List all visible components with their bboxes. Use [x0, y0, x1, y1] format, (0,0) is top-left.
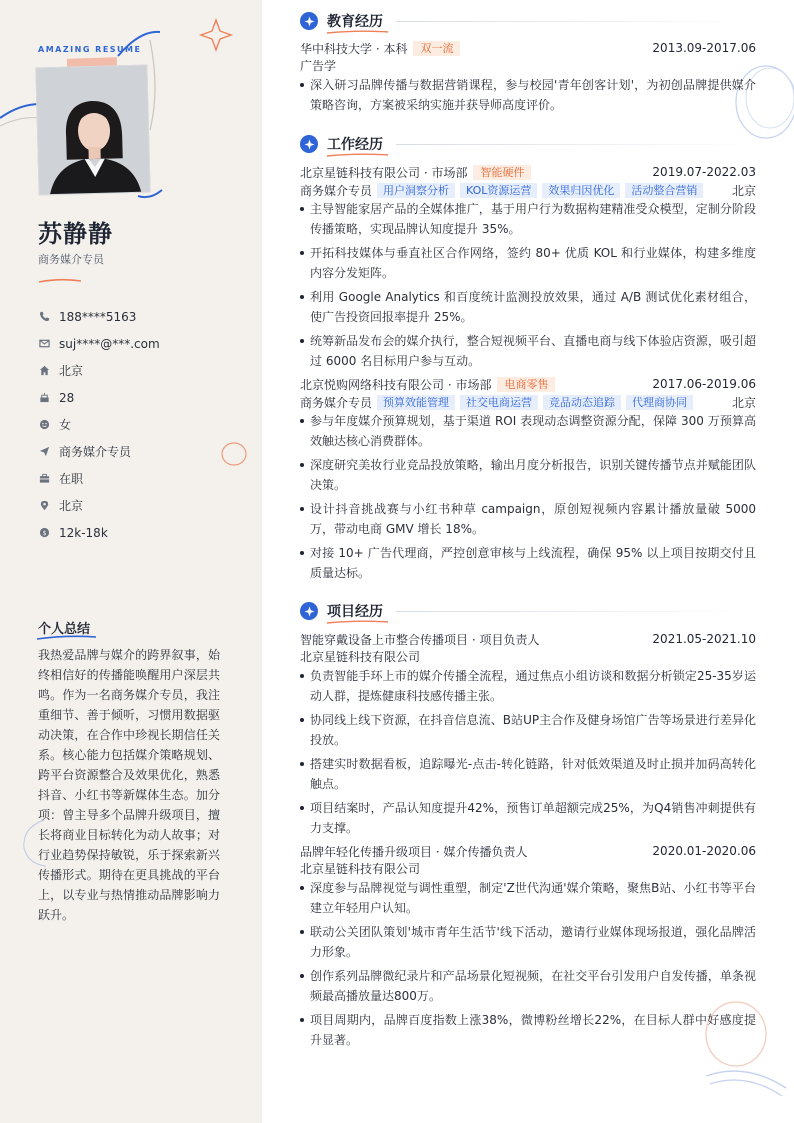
- money-icon: [38, 527, 50, 539]
- list-item: 创作系列品牌微纪录片和产品场景化短视频，在社交平台引发用户自发传播，单条视频最高播放量达800万。: [300, 966, 756, 1006]
- job-bullets: [300, 411, 756, 583]
- project-name: 智能穿戴设备上市整合传播项目 · 项目负责人: [300, 632, 540, 647]
- name-underline: [38, 278, 82, 284]
- list-item: 对接 10+ 广告代理商，严控创意审核与上线流程，确保 95% 以上项目按期交付且质量达标。: [300, 543, 756, 583]
- contact-gender: [38, 411, 238, 438]
- smile-icon: [38, 419, 50, 431]
- contact-age: [38, 384, 238, 411]
- education-dates: 2013.09-2017.06: [652, 41, 756, 55]
- list-item: 开拓科技媒体与垂直社区合作网络，签约 80+ 优质 KOL 和行业媒体，构建多维度内容分发矩阵。: [300, 243, 756, 283]
- location-pin-icon: [38, 500, 50, 512]
- phone-icon: [38, 311, 50, 323]
- industry-tag: 电商零售: [497, 377, 555, 392]
- education-row: [300, 39, 756, 57]
- briefcase-icon: [38, 473, 50, 485]
- list-item: 主导智能家居产品的全媒体推广，基于用户行为数据构建精准受众模型，定制分阶段传播策略，实现品牌认知度提升 35%。: [300, 199, 756, 239]
- education-heading: 教育经历: [327, 14, 383, 30]
- project-name: 品牌年轻化传播升级项目 · 媒介传播负责人: [300, 844, 528, 859]
- project-org: 北京星链科技有限公司: [300, 862, 421, 876]
- cake-icon: [38, 392, 50, 404]
- contact-status-value: 在职: [59, 472, 84, 486]
- job-header-row: [300, 163, 756, 181]
- education-bullets: [300, 75, 756, 115]
- home-icon: [38, 365, 50, 377]
- mail-icon: [38, 338, 50, 350]
- projects-section: [300, 601, 756, 1054]
- job-city: 北京: [731, 183, 756, 198]
- send-icon: [38, 446, 50, 458]
- contact-email: [38, 330, 238, 357]
- work-header: [300, 134, 756, 154]
- skill-tag: 竞品动态追踪: [543, 395, 621, 410]
- list-item: 深度研究美妆行业竞品投放策略，输出月度分析报告，识别关键传播节点并赋能团队决策。: [300, 455, 756, 495]
- school-name: 华中科技大学 · 本科: [300, 41, 408, 56]
- heading-underline: [326, 152, 390, 158]
- work-heading: 工作经历: [327, 137, 383, 153]
- list-item: 项目周期内，品牌百度指数上涨38%，微博粉丝增长22%，在目标人群中好感度提升显著。: [300, 1010, 756, 1050]
- job-entry: [300, 375, 756, 583]
- contact-gender-value: 女: [59, 418, 72, 432]
- skill-tag: KOL资源运营: [460, 183, 537, 198]
- project-header-row: [300, 842, 756, 860]
- project-bullets: [300, 666, 756, 838]
- projects-header: [300, 601, 756, 621]
- heading-underline: [326, 29, 390, 35]
- list-item: 设计抖音挑战赛与小红书种草 campaign，原创短视频内容累计播放量破 5000 万，带动电商 GMV 增长 18%。: [300, 499, 756, 539]
- sidebar: [0, 0, 262, 1123]
- section-divider: [396, 611, 756, 612]
- summary-underline: [36, 634, 98, 642]
- contact-city-value: 北京: [59, 499, 84, 513]
- summary-text: 我热爱品牌与媒介的跨界叙事，始终相信好的传播能唤醒用户深层共鸣。作为一名商务媒介专员，我注重细节、善于倾听，习惯用数据驱动决策，在合作中珍视长期信任关系。核心能力包括媒介策略规划、跨平台资源整合及效果优化，熟悉抖音、小红书等新媒体生态。加分项：曾主导多个品牌升级项目，擅长将商业目标转化为动人故事；对行业趋势保持敏锐，乐于探索新兴传播形式。期待在更具挑战的平台上，以专业与热情推动品牌影响力跃升。: [38, 648, 220, 922]
- list-item: 深度参与品牌视觉与调性重塑，制定'Z世代沟通'媒介策略，聚焦B站、小红书等平台建立年轻用户认知。: [300, 878, 756, 918]
- heading-underline: [326, 619, 390, 625]
- candidate-title: 商务媒介专员: [38, 253, 104, 266]
- skill-tag: 效果归因优化: [542, 183, 620, 198]
- skill-tag: 预算效能管理: [377, 395, 455, 410]
- job-dates: 2017.06-2019.06: [652, 377, 756, 391]
- list-item: 联动公关团队策划'城市青年生活节'线下活动，邀请行业媒体现场报道，强化品牌活力形象。: [300, 922, 756, 962]
- school-tag: 双一流: [413, 41, 460, 56]
- star-icon: [300, 135, 318, 153]
- main-content: [262, 0, 794, 1123]
- list-item: 参与年度媒介预算规划，基于渠道 ROI 表现动态调整资源分配，保障 300 万预算高效触达核心消费群体。: [300, 411, 756, 451]
- work-section: [300, 134, 756, 587]
- project-dates: 2021.05-2021.10: [652, 632, 756, 646]
- job-role: 商务媒介专员: [300, 395, 373, 410]
- project-header-row: [300, 630, 756, 648]
- education-header: [300, 11, 756, 31]
- summary-heading: 个人总结: [38, 622, 91, 637]
- contact-age-value: 28: [59, 390, 75, 405]
- contact-status: [38, 465, 238, 492]
- contact-city: [38, 492, 238, 519]
- contact-salary: [38, 519, 238, 546]
- job-entry: [300, 163, 756, 371]
- contact-home: [38, 357, 238, 384]
- list-item: 深入研习品牌传播与数据营销课程，参与校园'青年创客计划'，为初创品牌提供媒介策略咨询，方案被采纳实施并获导师高度评价。: [300, 75, 756, 115]
- list-item: 利用 Google Analytics 和百度统计监测投放效果，通过 A/B 测试优化素材组合，使广告投资回报率提升 25%。: [300, 287, 756, 327]
- job-bullets: [300, 199, 756, 371]
- projects-heading: 项目经历: [327, 604, 383, 620]
- project-dates: 2020.01-2020.06: [652, 844, 756, 858]
- contact-email-value: suj****@***.com: [59, 336, 160, 351]
- project-entry: [300, 842, 756, 1050]
- list-item: 负责智能手环上市的媒介传播全流程，通过焦点小组访谈和数据分析锁定25-35岁运动人群，提炼健康科技感传播主张。: [300, 666, 756, 706]
- list-item: 统筹新品发布会的媒介执行，整合短视频平台、直播电商与线下体验店资源，吸引超过 6000 名目标用户参与互动。: [300, 331, 756, 371]
- avatar: [35, 65, 150, 196]
- contact-salary-value: 12k-18k: [59, 525, 108, 540]
- contact-position: [38, 438, 238, 465]
- skill-tag: 代理商协同: [626, 395, 693, 410]
- job-role-row: [300, 181, 756, 199]
- section-divider: [396, 21, 756, 22]
- svg-text:$: $: [41, 528, 47, 537]
- job-header-row: [300, 375, 756, 393]
- education-section: [300, 11, 756, 119]
- job-company: 北京悦购网络科技有限公司 · 市场部: [300, 377, 492, 392]
- job-role-row: [300, 393, 756, 411]
- skill-tag: 活动整合营销: [625, 183, 703, 198]
- star-icon: [300, 602, 318, 620]
- candidate-name: 苏静静: [38, 220, 113, 248]
- skill-tag: 社交电商运营: [460, 395, 538, 410]
- star-icon: [300, 12, 318, 30]
- education-major: 广告学: [300, 59, 337, 73]
- job-company: 北京星链科技有限公司 · 市场部: [300, 165, 468, 180]
- section-divider: [396, 144, 756, 145]
- contact-phone-value: 188****5163: [59, 309, 137, 324]
- project-bullets: [300, 878, 756, 1050]
- contact-list: [38, 303, 238, 546]
- job-city: 北京: [731, 395, 756, 410]
- contact-position-value: 商务媒介专员: [59, 445, 132, 459]
- list-item: 项目结案时，产品认知度提升42%，预售订单超额完成25%，为Q4销售冲刺提供有力支撑。: [300, 798, 756, 838]
- industry-tag: 智能硬件: [473, 165, 531, 180]
- job-dates: 2019.07-2022.03: [652, 165, 756, 179]
- contact-phone: [38, 303, 238, 330]
- skill-tag: 用户洞察分析: [377, 183, 455, 198]
- contact-home-value: 北京: [59, 364, 84, 378]
- tagline: AMAZING RESUME: [38, 45, 142, 54]
- project-entry: [300, 630, 756, 838]
- job-role: 商务媒介专员: [300, 183, 373, 198]
- list-item: 协同线上线下资源，在抖音信息流、B站UP主合作及健身场馆广告等场景进行差异化投放。: [300, 710, 756, 750]
- list-item: 搭建实时数据看板，追踪曝光-点击-转化链路，针对低效渠道及时止损并加码高转化触点。: [300, 754, 756, 794]
- project-org: 北京星链科技有限公司: [300, 650, 421, 664]
